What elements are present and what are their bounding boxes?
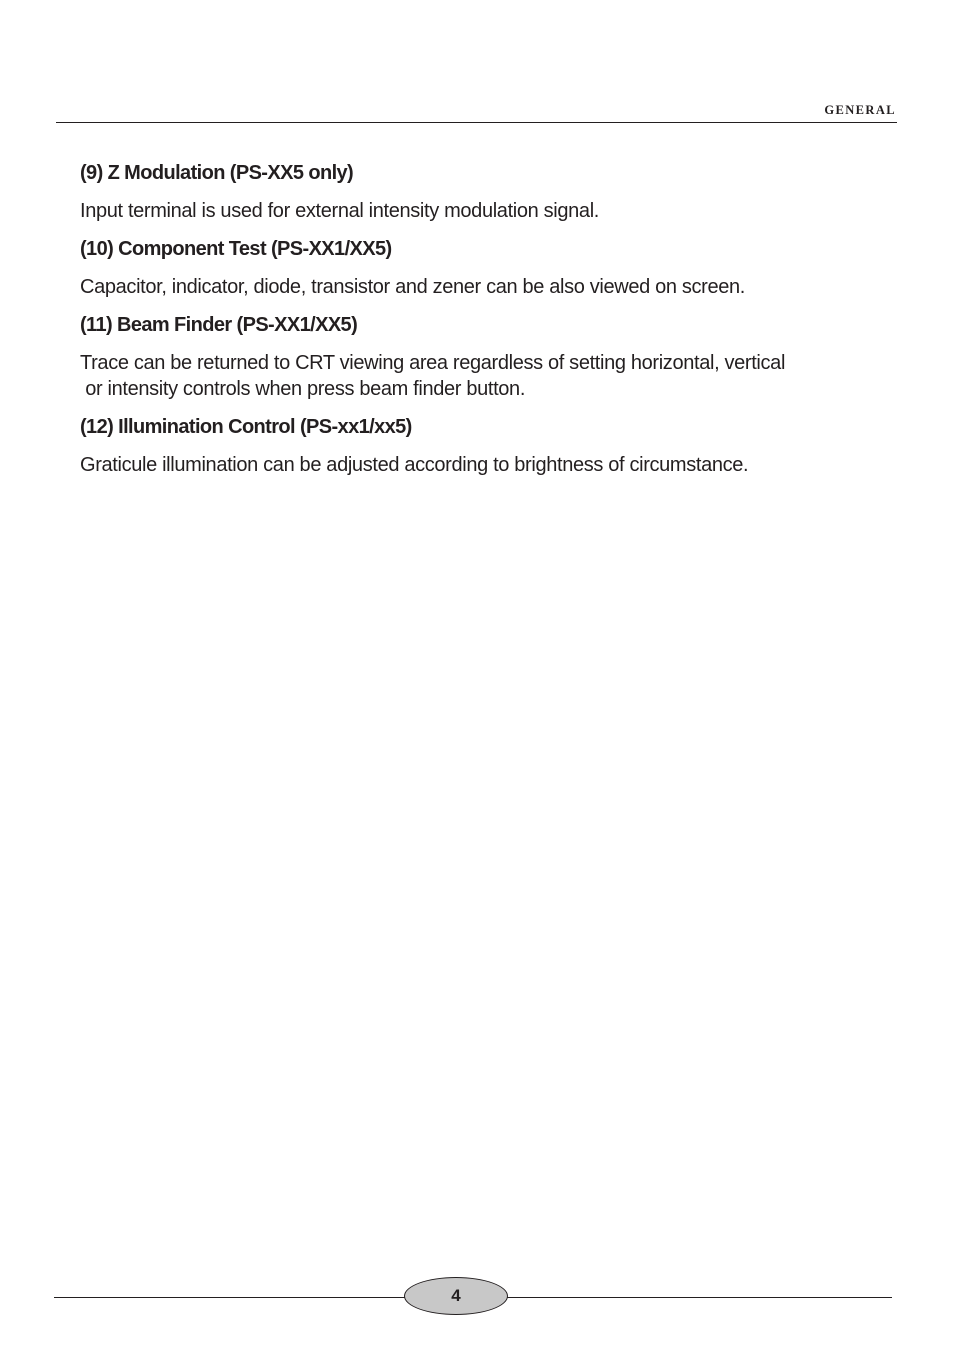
section-heading-z-modulation: (9) Z Modulation (PS-XX5 only): [80, 162, 354, 184]
beam-finder-line-2: or intensity controls when press beam finder button.: [80, 378, 526, 400]
page-number-badge: [404, 1277, 508, 1315]
page-content: [80, 160, 904, 490]
page-number: 4: [451, 1286, 461, 1305]
running-header: GENERAL: [824, 103, 896, 117]
section-body-beam-finder: [80, 350, 904, 402]
section-heading-component-test: (10) Component Test (PS-XX1/XX5): [80, 238, 392, 260]
section-heading-beam-finder: (11) Beam Finder (PS-XX1/XX5): [80, 314, 358, 336]
section-body-z-modulation: Input terminal is used for external intensity modulation signal.: [80, 200, 599, 222]
section-body-component-test: Capacitor, indicator, diode, transistor and zener can be also viewed on screen.: [80, 276, 745, 298]
header-rule: [56, 122, 897, 123]
beam-finder-line-1: Trace can be returned to CRT viewing area regardless of setting horizontal, vertical: [80, 352, 786, 374]
section-body-illumination-control: Graticule illumination can be adjusted according to brightness of circumstance.: [80, 454, 749, 476]
section-heading-illumination-control: (12) Illumination Control (PS-xx1/xx5): [80, 416, 412, 438]
